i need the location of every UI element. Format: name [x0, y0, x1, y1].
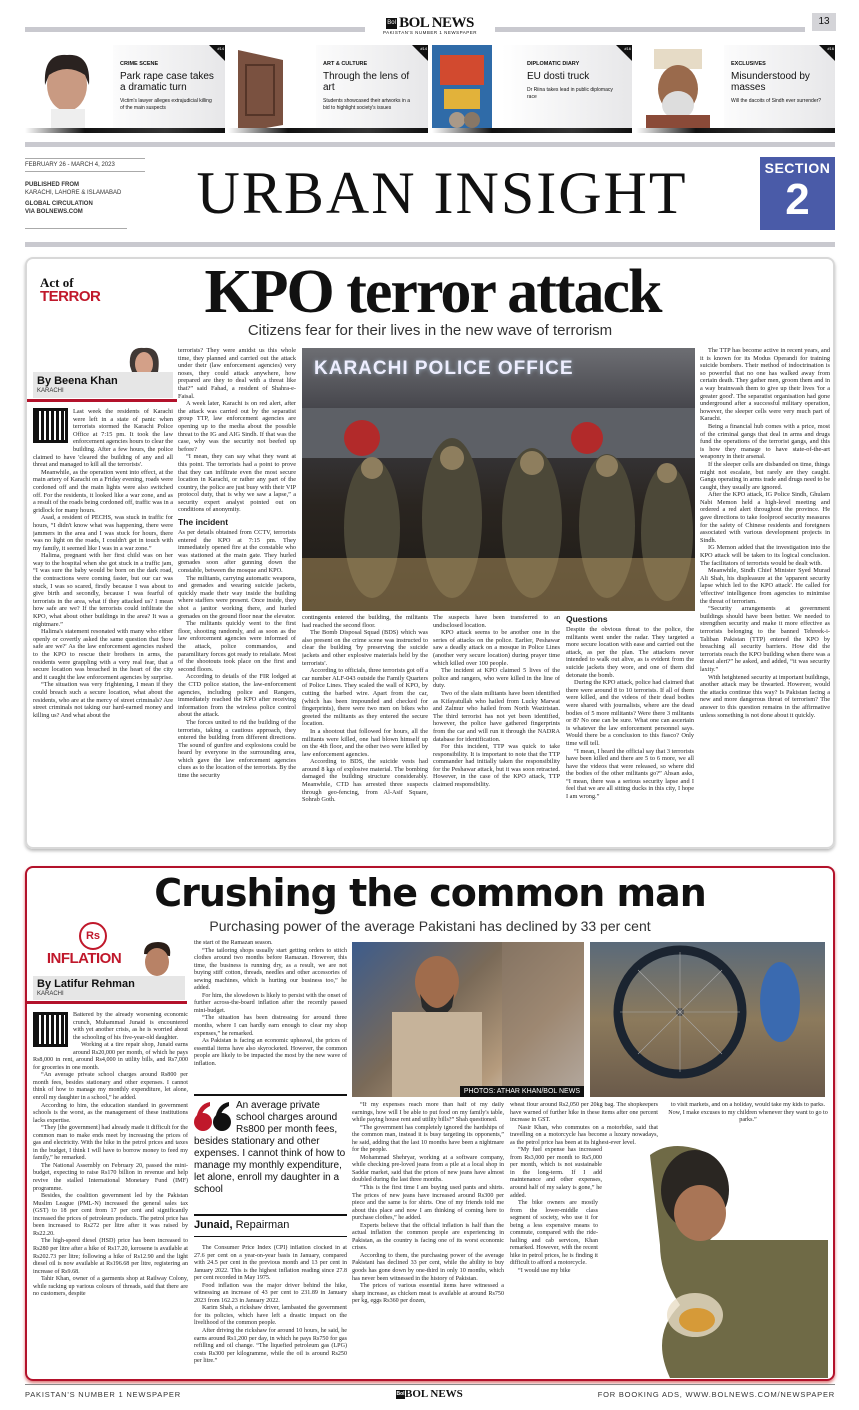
teaser-summary: Will the dacoits of Sindh ever surrender? [731, 98, 822, 104]
story-headline: KPO terror attack [204, 258, 661, 326]
paragraph: “I mean, they can say what they want at this point. The terrorists had a point to prove that they can infiltrate even the most secure location in Karachi, or rather any part of the country, the police are just busy with their VIP protocol duty, that is why we saw a lapse,” a security expert analyst pointed out on conditions of anonymity. [178, 453, 296, 514]
paragraph: “The situation was very frightening, I mean if they could breach such a secure location, what about the residents, who are at the mercy of street criminals? Are street criminals not taking our hard-earned money and killing us? And what about the [33, 681, 173, 719]
paragraph: “The situation has been distressing for around three months, where I can hardly earn enough to clear my shop expenses,” he remarked. [194, 1015, 347, 1037]
paragraph: As Pakistan is facing an economic upheaval, the prices of essential items have also skyrocketed. However, the common people are likely to be impacted the most by the new wave of inflation. [194, 1038, 347, 1067]
masthead-rule-left [25, 27, 365, 32]
shopkeeper-graphic [352, 942, 584, 1097]
story1-column-5 [566, 614, 694, 844]
paragraph: Halima, pregnant with her first child was on her way to the hospital when she got stuck in a traffic jam, “I was sure the baby would be born on the dark road, the contractions were coming faster, but our car was stuck, I was so scared, firstly because I was about to give birth and secondly, because I was fearful of terrorists in the area, what if they attacked us? I mean how safe are we? If the terrorists could infiltrate the KPO, what about other buildings in the area? It was a nightmare.” [33, 552, 173, 628]
circulation-label: GLOBAL CIRCULATION [25, 201, 93, 207]
brand-name: BOL NEWS [399, 14, 474, 31]
qr-spacer [33, 408, 73, 448]
paragraph: The suspects have been transferred to an undisclosed location. [433, 614, 560, 629]
paragraph: Besides, the coalition government led by the Pakistan Muslim League (PML-N) increased the general sales tax (GST) to 18 per cent from 17 per cent and significantly increased the prices of petroleum products. The petrol price has been increased to Rs272 per litre after it was raised by Rs22.20. [33, 1193, 188, 1237]
teaser-bar [636, 128, 835, 133]
page-number: 13 [812, 13, 836, 31]
paragraph: “They [the government] had already made it difficult for the common man to make ends meet by increasing the prices of gas and electricity. With the hike in the petrol prices and taxes in the budget, I think I will have to borrow money to feed my family,” he remarked. [33, 1125, 188, 1162]
section-title: URBAN INSIGHT [196, 160, 688, 226]
paragraph: The incident at KPO claimed 5 lives of the police and rangers, who were killed in the line of duty. [433, 667, 560, 690]
quote-name: Junaid, [194, 1219, 233, 1231]
paragraph: Working at a tire repair shop, Junaid earns around Rs20,000 per month, of which he pays Rs8,000 in rent, around Rs4,000 in utility bills, and Rs7,000 for groceries in one month. [33, 1042, 188, 1071]
teaser-bar [228, 128, 428, 133]
story2-column-4 [510, 1102, 662, 1376]
paragraph: For him, the slowdown is likely to persist with the onset of further across-the-board inflation after the recently passed mini-budget. [194, 992, 347, 1014]
paragraph: The militants, carrying automatic weapons, and grenades and wearing suicide jackets, quickly made their way inside the building where staffers were present. Once inside, they shot a janitor working there, and hurled grenades on the ground floor near the elevator. [178, 574, 296, 620]
paragraph: The TTP has become active in recent years, and it is known for its Modus Operandi for training suicide bombers. Their method of indoctrination is so powerful that no one has walked away from certain death. They gather men, groom them and in a way brainwash them to give up their lives 'for a greater good'. The separatist organisation had gone underground after a successful military operation, however, the sleeper cells were very much part of Karachi. [700, 347, 830, 423]
paragraph: The forces united to rid the building of the terrorists, taking a cautious approach, they entered the building from different directions. The sound of gunfire and explosions could be heard by everyone in the surrounding area, which gave the law enforcement agencies clues as to the location of the terrorists. By the time the security [178, 718, 296, 780]
paragraph: “If my expenses reach more than half of my daily earnings, how will I be able to put food on my family's table, while paying house rent and utility bills?” Shah questioned. [352, 1102, 504, 1124]
published-label: PUBLISHED FROM [25, 182, 79, 188]
section-rule-bottom [25, 242, 835, 247]
paragraph: “This is the first time I am buying used pants and shirts. The prices of new jeans have increased around Rs300 per piece and the same is for shirts. One of my friends told me about this place and now I am thinking of coming here to purchase clothes,” he added. [352, 1185, 504, 1222]
paragraph: “The tailoring shops usually start getting orders to stitch clothes around two months before Ramazan. However, this time, the business is running dry, as a result, we are not buying stiff cotton, threads, needles and other accessories of sewing machines, which is hurting our business too,” he added. [194, 947, 347, 992]
paragraph: A week later, Karachi is on red alert, after the attack was carried out by the separatist group TTP, law enforcement agencies are opening up to the media about the possible threat to the IG and AIG Sindh. If that was the case, why was the security not beefed up before? [178, 400, 296, 453]
paragraph: wheat flour around Rs2,050 per 20kg bag. The shopkeepers have warned of further hike in these items after one percent increase in GST. [510, 1102, 658, 1124]
paragraph: Karim Shah, a rickshaw driver, lambasted the government for its policies, which have left a drastic impact on the livelihood of the common people. [194, 1305, 347, 1327]
quote-mark-icon [194, 1100, 232, 1134]
paragraph: Meanwhile, Sindh Chief Minister Syed Murad Ali Shah, his displeasure at the 'apparent security lapse which led to the KPO attack'. He called for 'effective' intelligence from agencies to minimise the threat of terrorism. [700, 567, 830, 605]
paragraph: The prices of various essential items have witnessed a sharp increase, as chicken meat is available at around Rs750 per kg, eggs Rs360 per dozen, [352, 1283, 504, 1305]
author-city: KARACHI [37, 991, 64, 997]
paragraph: “The government has completely ignored the hardships of the common man, instead it is busy targeting its opponents,” he said, adding that the last 10 months have been a nightmare for the people. [352, 1124, 504, 1154]
photo-sign-text: KARACHI POLICE OFFICE [314, 358, 574, 379]
quote-role: Repairman [235, 1219, 290, 1231]
author-photo-latifur-rehman [130, 940, 185, 976]
quote-rule-mid [194, 1214, 347, 1216]
paragraph: Tahir Khan, owner of a garments shop at Railway Colony, while racking up various colours of threads, said that there are no customers, despite [33, 1276, 188, 1298]
paragraph: “My fuel expense has increased from Rs3,000 per month to Rs5,000 per month, which is not sustainable in the long-term. If I add maintenance and other expenses, around half of my salary is gone,” he added. [510, 1147, 602, 1199]
paragraph: After the KPO attack, IG Police Sindh, Ghulam Nabi Memon held a high-level meeting and ordered a red alert throughout the province. He gave directions to take foolproof security measures for the safety of Chinese residents and foreigners associated with various development projects in Sindh. [700, 491, 830, 544]
author-city: KARACHI [37, 388, 64, 394]
teaser-page-ref: #16 [827, 46, 834, 51]
rupee-circle-icon: Rs [79, 922, 107, 950]
masthead-rule-right [495, 27, 805, 32]
bol-news-logo [380, 14, 480, 35]
paragraph: The militants quickly went to the first floor, shooting randomly, and as soon as the law enforcement agencies were informed of the attack, police commandos, and paramilitary forces got ready to retaliate. Most of the shootouts took place on the first and second floors. [178, 620, 296, 673]
paragraph: to visit markets, and on a holiday, would take my kids to parks. Now, I make excuses to my children whenever they want to go to parks.” [668, 1102, 828, 1124]
story1-column-3 [302, 614, 428, 844]
teaser-page-ref: #14 [217, 46, 224, 51]
story-subheadline: Purchasing power of the average Pakistani has declined by 33 per cent [209, 918, 651, 934]
story1-column-6 [700, 347, 830, 844]
footer-rule [25, 1384, 835, 1385]
paragraph: Last week the residents of Karachi were left in a state of panic when terrorists stormed the Karachi Police Office at 7:15 pm. It took the law enforcement agencies hours to clear the building. After a few hours, the police claimed to have 'cleared the building of any and all threat and managed to kill all the terrorists'. [33, 408, 173, 469]
footer-brand: BOL NEWS [405, 1388, 463, 1400]
paragraph: According to them, the purchasing power of the average Pakistani has declined 33 per cent, while the ability to buy goods has gone down by one-third in only 10 months, which has never been witnessed in the history of Pakistan. [352, 1252, 504, 1282]
paragraph: The Consumer Price Index (CPI) inflation clocked in at 27.6 per cent on a year-on-year basis in January, compared with 24.5 per cent in the previous month and 13 per cent in January 2022. This is the highest inflation reading since 27.8 per cent recorded in May 1975. [194, 1245, 347, 1282]
inflation-logo [44, 922, 124, 967]
logo-text: INFLATION [46, 950, 122, 967]
teaser-page-ref: #14 [420, 46, 427, 51]
tailor-shop-photo [352, 942, 584, 1097]
teaser-kicker: CRIME SCENE [120, 61, 159, 67]
quote-rule-bottom [194, 1236, 347, 1237]
kpo-photo [302, 348, 695, 611]
logo-bottom-text: TERROR [40, 288, 101, 305]
pull-quote [194, 1100, 349, 1210]
footer-logo [396, 1387, 463, 1401]
published-cities: KARACHI, LAHORE & ISLAMABAD [25, 190, 122, 196]
teaser-card[interactable] [25, 45, 225, 133]
story2-column-3 [352, 1102, 504, 1376]
paragraph: the start of the Ramazan season. [194, 940, 273, 946]
author-name: By Latifur Rehman [37, 978, 135, 990]
story2-column-2 [194, 940, 347, 1090]
woman-portrait-image [25, 45, 113, 133]
circulation-via: VIA BOLNEWS.COM [25, 209, 83, 215]
paragraph: Experts believe that the official inflation is half than the actual inflation the common people are experiencing in Pakistan, as the country is facing one of its worst economic crises. [352, 1222, 504, 1252]
paragraph: terrorists? They were amidst us this whole time, they planned and carried out the attack under their (law enforcement agencies) very noses, they could attack anywhere, how prepared are they to deal with a threat like that?” said Fahad, a resident of Shahra-e-Faisal. [178, 347, 296, 400]
teaser-headline[interactable]: Misunderstood by masses [731, 71, 810, 93]
teaser-kicker: DIPLOMATIC DIARY [527, 61, 580, 67]
paragraph: Halima's statement resonated with many who either openly or covertly asked the same question that 'how safe are we?' As the law enforcement agencies rushed to the KPO to rescue their brothers in arms, the residents were grappling with a very real fear, that a secure location was breached in the heart of the city and it caught the law enforcement agencies by surprise. [33, 628, 173, 681]
author-name: By Beena Khan [37, 375, 118, 387]
brand-tagline: PAKISTAN'S NUMBER 1 NEWSPAPER [382, 30, 478, 35]
paragraph: contingents entered the building, the militants had reached the second floor. [302, 614, 428, 629]
paragraph: If the sleeper cells are disbanded on time, things might not escalate, but rarely are they caught. Gangs operating in arms trade and drugs need to be caught, they usually are ignored. [700, 460, 830, 491]
teaser-summary: Students showcased their artworks in a bid to highlight society's issues [323, 98, 410, 111]
quote-rule-top [194, 1094, 347, 1096]
bol-mark-icon: Bol [386, 18, 397, 29]
edition-dates: FEBRUARY 26 - MARCH 4, 2023 [25, 158, 145, 172]
quote-attribution [194, 1219, 289, 1232]
paragraph: According to details of the FIR lodged at the CTD police station, the law-enforcement agencies, including police and Rangers, immediately reached the KPO after receiving information from the wireless police control about the attack. [178, 673, 296, 719]
footer-booking-link[interactable]: FOR BOOKING ADS, WWW.BOLNEWS.COM/NEWSPAPER [597, 1390, 835, 1399]
paragraph: The bike owners are mostly from the lower-middle class segment of society, who use it for being a less expensive means to commute, compared with the ride-hailing and cab services, Khan remarked. However, with the recent hike in petrol prices, he is finding it difficult to afford a motorcycle. [510, 1200, 598, 1267]
paragraph: “An average private school charges around Rs800 per month fees, besides stationary and other expenses. I cannot think of how to manage my monthly expenditure, let alone, enroll my daughter in a school,” he added. [33, 1072, 188, 1102]
paragraph: Mohammad Shehryar, working at a software company, while checking pre-loved jeans from a pile at a local shop in Saddar market, said that the prices of new jeans have almost doubled during the last three months. [352, 1154, 504, 1184]
bicycle-repair-photo [590, 942, 825, 1097]
elderly-man-portrait-image [636, 45, 724, 133]
story-headline: Crushing the common man [154, 871, 706, 915]
bicycle-wheel-graphic [590, 942, 825, 1097]
decorated-truck-image [432, 45, 520, 133]
paragraph: After driving the rickshaw for around 10 hours, he said, he earns around Rs1,200 per day, in which he pays Rs750 for gas refilling and oil change. “The liquefied petroleum gas (LPG) costs Rs300 per kilogramme, while the oil is around Rs250 per litre.” [194, 1328, 347, 1365]
crowd-soldiers-graphic [302, 408, 695, 611]
teaser-bar [25, 128, 225, 133]
section-label: SECTION [764, 160, 831, 176]
paragraph: Asad, a resident of PECHS, was stuck in traffic for hours, “I didn't know what was happening, there were jammers in the area and I was stuck for hours, there was no light on the roads, I couldn't get in touch with my family, it seemed like I was in a war zone.” [33, 514, 173, 552]
paragraph: The high-speed diesel (HSD) price has been increased to Rs280 per litre after a hike of Rs17.20, kerosene is available at Rs202.73 per litre; following a hike of Rs12.90 and the light diesel oil is now available at Rs196.68 per litre, registering an increase of Rs9.68. [33, 1238, 188, 1275]
paragraph: The National Assembly on February 20, passed the mini-budget, expecting to raise Rs170 billion in revenue and help revive the stalled International Monetary Fund (IMF) programme. [33, 1162, 188, 1192]
paragraph: Despite the obvious threat to the police, the militants went under the radar. They targeted a more secure location with ease and carried out the attack, as per the plan. The attackers never intended to walk out alive, as is evident from the suicide jackets they wore, and one of them did detonate the bomb. [566, 626, 694, 679]
logo-top-text: Act of [40, 275, 74, 290]
paragraph: The Bomb Disposal Squad (BDS) which was also present on the crime scene was instructed to clear the building 'by preserving the suicide jackets and other explosive materials held by the terrorists'. [302, 629, 428, 667]
subhead-questions: Questions [566, 614, 608, 624]
story2-column-5 [668, 1102, 828, 1144]
paragraph: “Security arrangements at government buildings should have been better. We needed to strengthen security and make it more effective as terrorists belonging to the banned Tehreek-i-Taliban Pakistan (TTP) entered the KPO by breaching all security barriers. How did the terrorists reach the KPO building when there was a threat alert?” he asked, and added, “it was security laxity.” [700, 605, 830, 673]
paragraph: IG Memon added that the investigation into the KPO attack will be taken to its logical conclusion. The facilitators of terrorists would be dealt with. [700, 544, 830, 567]
quote-text: An average private school charges around Rs800 per month fees, besides stationary and other expenses. I cannot think of how to manage my monthly expenditure, let alone, enroll my daughter in a school [194, 1100, 346, 1195]
paragraph: During the KPO attack, police had claimed that there were around 8 to 10 terrorists. If all of them were killed, and the videos of their dead bodies were shared with journalists, where are the dead bodies of 5 more militants? Were there 3 militants or 8? No one can be sure. What one can ascertain is whatever the law enforcement personnel says. Would there be a conclusion to this fiasco? Only time will tell. [566, 679, 694, 747]
author-photo-beena-khan [112, 342, 172, 372]
paragraph: With heightened security at important buildings, another attack may be thwarted. However, would the attacks continue this way? Is Pakistan facing a new and more dangerous threat of terrorism? The answer to this question remains in the affirmative unless something is not done about it quickly. [700, 673, 830, 719]
qr-spacer [33, 1012, 73, 1052]
paragraph: Nasir Khan, who commutes on a motorbike, said that travelling on a motorcycle has become a luxury nowadays, as the petrol price has been at its highest-ever level. [510, 1124, 658, 1146]
story2-column-2b [194, 1245, 347, 1376]
carved-door-artwork-image [228, 45, 316, 133]
meta-divider [25, 228, 127, 229]
paragraph: According to officials, three terrorists got off a car number ALF-043 outside the Family Quarters of Police Lines. They scaled the wall of KPO, by cutting the barbed wire. Apart from the car, (which has been impounded and checked for fingerprints), there were two men on bikes who greeted the militants as they entered the secure location. [302, 667, 428, 728]
teaser-summary: Victim's lawyer alleges extrajudicial killing of the main suspects [120, 98, 212, 111]
byline-box [33, 976, 185, 1000]
paragraph: According to BDS, the suicide vests had around 8 kgs of explosive material. The bombing damaged the building structure considerably. Meanwhile, CTD has arrested three suspects through geo-fencing, from Al-Asif Square, Sohrab Goth. [302, 758, 428, 804]
section-rule-top [25, 142, 835, 147]
section-badge [760, 157, 835, 230]
teaser-headline[interactable]: EU dosti truck [527, 71, 590, 82]
teaser-card[interactable] [432, 45, 632, 133]
teaser-card[interactable] [636, 45, 835, 133]
subhead-incident: The incident [178, 517, 229, 528]
story1-column-2 [178, 347, 296, 844]
teaser-kicker: EXCLUSIVES [731, 61, 766, 67]
paragraph: “I mean, I heard the official say that 3 terrorists have been killed and there are 5 to 6 more, we all have the videos that were released, so where did the bodies of the other militants go?” Ahsan asks, “I mean, there was a serious security lapse and I feel that we are all sitting ducks in this city, I hope I am wrong.” [566, 747, 694, 801]
byline-underline [27, 1001, 187, 1004]
paragraph: As per details obtained from CCTV, terrorists entered the KPO at 7:15 pm. They immediately opened fire at the constable who was stationed at the main gate. They hurled grenades soon after gunning down the constable, between the mosque and KPO. [178, 529, 296, 575]
paragraph: In a shootout that followed for hours, all the militants were killed, one had blown himself up on the 4th floor, and the other two were killed by law enforcement agencies. [302, 727, 428, 758]
paragraph: Meanwhile, as the operation went into effect, at the main artery of Karachi on a Friday evening, roads were cordoned off and the main lights were also switched off. For the residents, it looked like a war zone, and as a result of the roads being cordoned off, traffic was in a gridlock for many hours. [33, 468, 173, 514]
teaser-page-ref: #16 [624, 46, 631, 51]
teaser-headline[interactable]: Park rape case takes a dramatic turn [120, 71, 214, 93]
teaser-bar [432, 128, 632, 133]
teaser-card[interactable] [228, 45, 428, 133]
photo-credit: PHOTOS: ATHAR KHAN/BOL NEWS [460, 1086, 584, 1097]
paragraph: Food inflation was the major driver behind the hike, witnessing an increase of 43 per cent to 231.89 in January 2023 from 162.23 in January 2022. [194, 1282, 347, 1304]
teaser-kicker: ART & CULTURE [323, 61, 368, 67]
paragraph: Being a financial hub comes with a price, most of the criminal gangs that deal in arms and drugs fund the operations of the terrorist gangs, and this is how they manage to have state-of-the-art weaponry in their arsenal. [700, 422, 830, 461]
paragraph: Two of the slain militants have been identified as Kifayatullah who hailed from Lucky Marwat and Zalmur who hailed from North Waziristan. The third terrorist has not yet been identified, however, the police have gathered fingerprints from the car and will run it through the NADRA database for identification. [433, 689, 560, 743]
bol-mark-icon: Bol [396, 1390, 405, 1397]
byline-underline [27, 399, 177, 402]
footer-tagline: PAKISTAN'S NUMBER 1 NEWSPAPER [25, 1390, 181, 1399]
story1-column-1 [33, 408, 173, 844]
paragraph: “I would use my bike [518, 1268, 571, 1275]
story2-column-1 [33, 1012, 188, 1376]
teaser-summary: Dr Riina takes lead in public diplomacy race [527, 87, 613, 100]
paragraph: For this incident, TTP was quick to take responsibility. It is important to note that the TTP commander had initially taken the responsibility for the Peshawar attack, but it was soon retracted. However, in the case of the KPO attack, TTP claimed responsibility. [433, 743, 560, 789]
section-number: 2 [785, 175, 810, 224]
act-of-terror-logo [40, 276, 110, 305]
paragraph: KPO attack seems to be another one in the series of attacks on the police. Earlier, Peshawar saw a deadly attack on a mosque in Police Lines (another very secure location) during prayer time which killed over 100 people. [433, 629, 560, 667]
byline-box [33, 372, 173, 398]
story-subheadline: Citizens fear for their lives in the new wave of terrorism [247, 322, 613, 339]
teaser-headline[interactable]: Through the lens of art [323, 71, 410, 93]
story1-column-4 [433, 614, 560, 844]
paragraph: According to him, the education standard in government schools is the worst, as the management of these institutions lacks expertise. [33, 1102, 188, 1124]
paragraph: Battered by the already worsening economic crunch, Muhammad Junaid is encountered with yet another crisis, as he is worried about the schooling of his five-year-old daughter. [73, 1012, 188, 1041]
